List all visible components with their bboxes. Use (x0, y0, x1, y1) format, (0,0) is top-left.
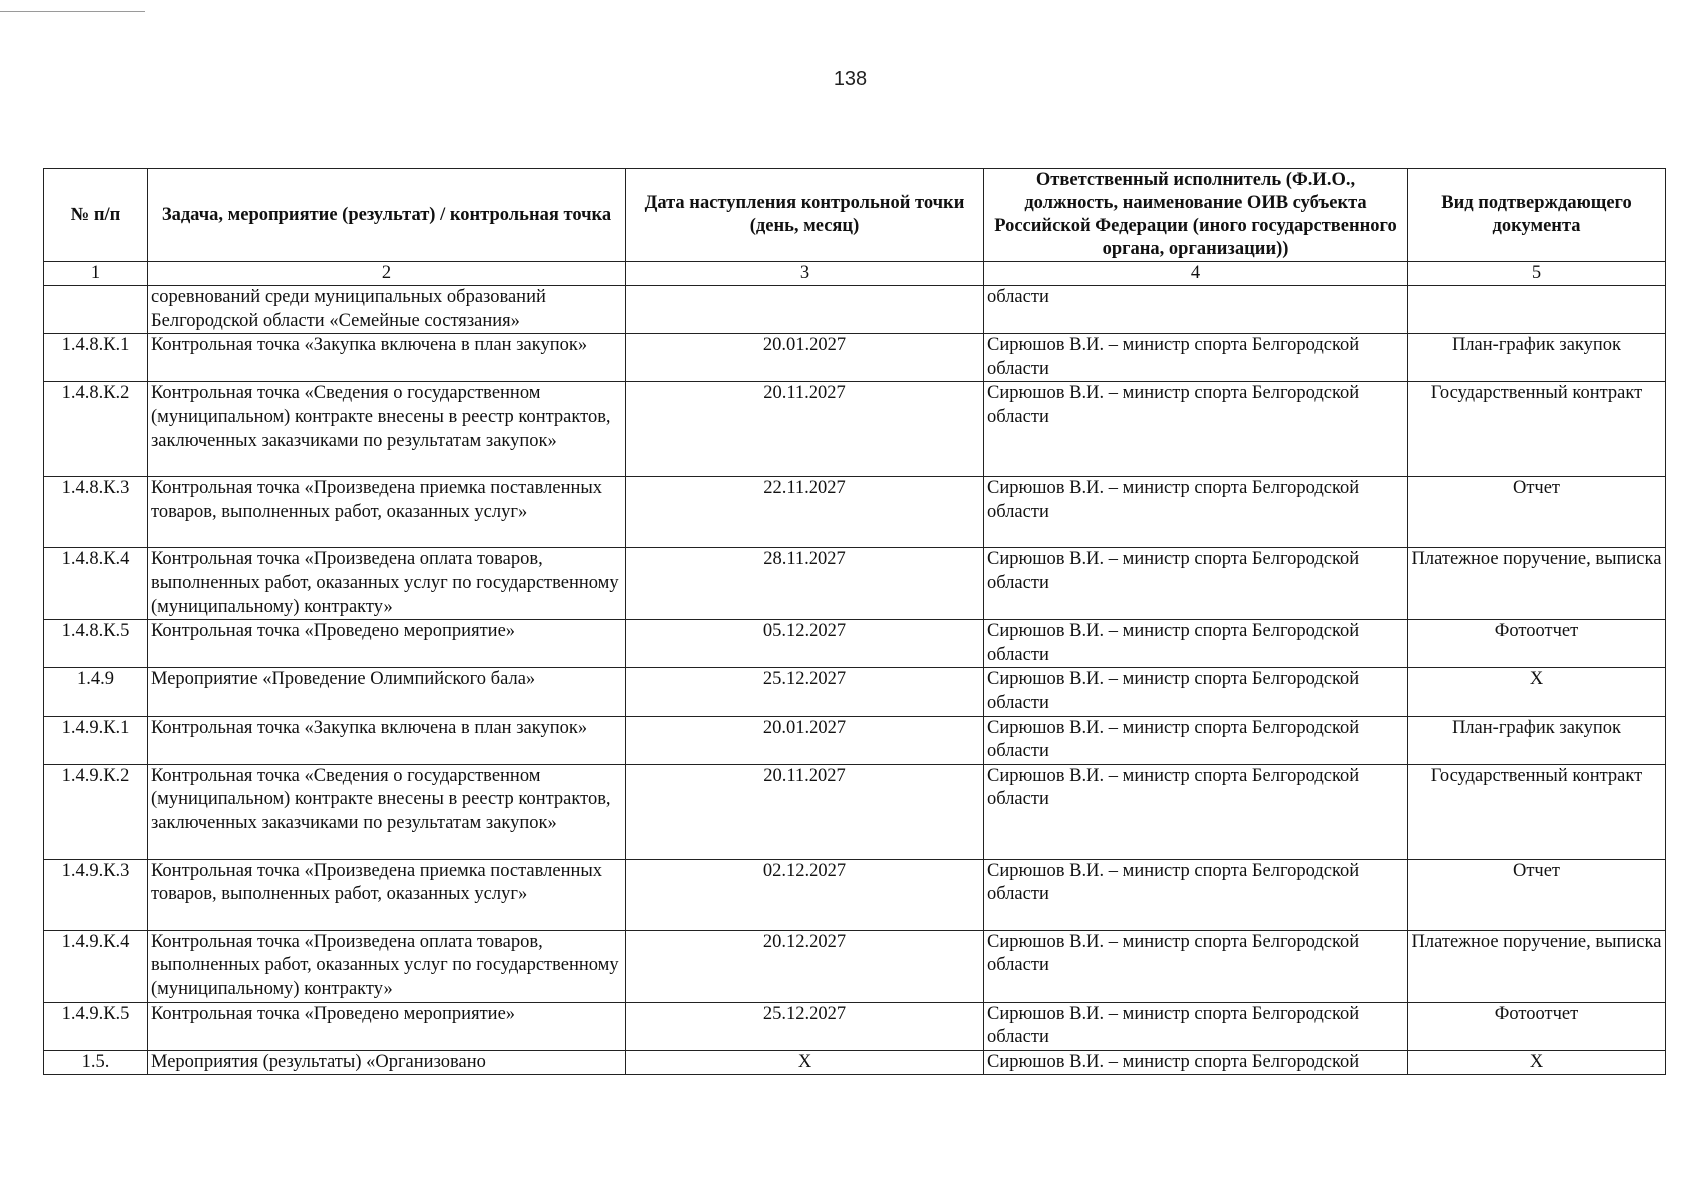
header-responsible: Ответственный исполнитель (Ф.И.О., должность, наименование ОИВ субъекта Российской Федерации (иного государственного органа, организации)) (984, 169, 1408, 262)
row-responsible: Сирюшов В.И. – министр спорта Белгородской области (984, 548, 1408, 620)
row-responsible: Сирюшов В.И. – министр спорта Белгородской области (984, 477, 1408, 548)
table-row (44, 930, 1666, 1002)
header-num: № п/п (44, 169, 148, 262)
row-task: Контрольная точка «Произведена оплата товаров, выполненных работ, оказанных услуг по государственному (муниципальному) контракту» (148, 548, 626, 620)
row-date: 20.12.2027 (626, 930, 984, 1002)
row-document: Государственный контракт (1408, 764, 1666, 859)
row-responsible: Сирюшов В.И. – министр спорта Белгородской области (984, 930, 1408, 1002)
row-task: соревнований среди муниципальных образований Белгородской области «Семейные состязания» (148, 286, 626, 334)
row-responsible: области (984, 286, 1408, 334)
row-task: Контрольная точка «Закупка включена в план закупок» (148, 716, 626, 764)
table-row (44, 668, 1666, 716)
row-document: План-график закупок (1408, 334, 1666, 382)
row-number: 1.4.9.К.2 (44, 764, 148, 859)
row-date: 28.11.2027 (626, 548, 984, 620)
row-number: 1.4.8.К.4 (44, 548, 148, 620)
row-document: План-график закупок (1408, 716, 1666, 764)
row-task: Контрольная точка «Проведено мероприятие» (148, 620, 626, 668)
column-number: 1 (44, 262, 148, 286)
row-responsible: Сирюшов В.И. – министр спорта Белгородской области (984, 1002, 1408, 1050)
row-number (44, 286, 148, 334)
row-document: Платежное поручение, выписка (1408, 930, 1666, 1002)
row-date: 20.01.2027 (626, 334, 984, 382)
row-task: Контрольная точка «Сведения о государственном (муниципальном) контракте внесены в реестр контрактов, заключенных заказчиками по результатам закупок» (148, 382, 626, 477)
table-header-row (44, 169, 1666, 262)
row-number: 1.4.8.К.2 (44, 382, 148, 477)
table-row (44, 286, 1666, 334)
row-task: Контрольная точка «Закупка включена в план закупок» (148, 334, 626, 382)
row-document: Фотоотчет (1408, 1002, 1666, 1050)
scan-artifact-line (0, 11, 145, 12)
row-document (1408, 286, 1666, 334)
row-task: Контрольная точка «Сведения о государственном (муниципальном) контракте внесены в реестр контрактов, заключенных заказчиками по результатам закупок» (148, 764, 626, 859)
table-row (44, 1002, 1666, 1050)
row-responsible: Сирюшов В.И. – министр спорта Белгородской области (984, 382, 1408, 477)
table-row (44, 620, 1666, 668)
row-number: 1.4.8.К.5 (44, 620, 148, 668)
table-row (44, 382, 1666, 477)
row-task: Контрольная точка «Произведена приемка поставленных товаров, выполненных работ, оказанных услуг» (148, 477, 626, 548)
row-document: Х (1408, 1050, 1666, 1075)
row-responsible: Сирюшов В.И. – министр спорта Белгородской области (984, 620, 1408, 668)
column-number-row (44, 262, 1666, 286)
row-number: 1.5. (44, 1050, 148, 1075)
row-task: Мероприятие «Проведение Олимпийского бала» (148, 668, 626, 716)
row-responsible: Сирюшов В.И. – министр спорта Белгородской области (984, 716, 1408, 764)
row-document: Отчет (1408, 477, 1666, 548)
row-responsible: Сирюшов В.И. – министр спорта Белгородской области (984, 764, 1408, 859)
table-row (44, 716, 1666, 764)
row-date: 25.12.2027 (626, 668, 984, 716)
table-row (44, 764, 1666, 859)
row-task: Мероприятия (результаты) «Организовано (148, 1050, 626, 1075)
row-task: Контрольная точка «Произведена оплата товаров, выполненных работ, оказанных услуг по государственному (муниципальному) контракту» (148, 930, 626, 1002)
row-document: Платежное поручение, выписка (1408, 548, 1666, 620)
table-row (44, 1050, 1666, 1075)
column-number: 4 (984, 262, 1408, 286)
row-date: 20.11.2027 (626, 764, 984, 859)
row-date: 20.01.2027 (626, 716, 984, 764)
header-task: Задача, мероприятие (результат) / контрольная точка (148, 169, 626, 262)
row-responsible: Сирюшов В.И. – министр спорта Белгородской (984, 1050, 1408, 1075)
row-date: 05.12.2027 (626, 620, 984, 668)
row-number: 1.4.9 (44, 668, 148, 716)
row-date: 20.11.2027 (626, 382, 984, 477)
row-number: 1.4.9.К.1 (44, 716, 148, 764)
row-responsible: Сирюшов В.И. – министр спорта Белгородской области (984, 859, 1408, 930)
column-number: 3 (626, 262, 984, 286)
table-row (44, 477, 1666, 548)
row-number: 1.4.8.К.3 (44, 477, 148, 548)
column-number: 2 (148, 262, 626, 286)
table-row (44, 334, 1666, 382)
column-number: 5 (1408, 262, 1666, 286)
row-task: Контрольная точка «Произведена приемка поставленных товаров, выполненных работ, оказанных услуг» (148, 859, 626, 930)
row-date (626, 286, 984, 334)
page-number: 138 (833, 68, 868, 90)
control-points-table (43, 168, 1666, 1075)
row-document: Отчет (1408, 859, 1666, 930)
row-number: 1.4.9.К.4 (44, 930, 148, 1002)
row-number: 1.4.9.К.5 (44, 1002, 148, 1050)
row-document: Х (1408, 668, 1666, 716)
row-responsible: Сирюшов В.И. – министр спорта Белгородской области (984, 668, 1408, 716)
header-document: Вид подтверждающего документа (1408, 169, 1666, 262)
row-responsible: Сирюшов В.И. – министр спорта Белгородской области (984, 334, 1408, 382)
row-date: 25.12.2027 (626, 1002, 984, 1050)
table-body (44, 262, 1666, 1075)
row-document: Фотоотчет (1408, 620, 1666, 668)
row-number: 1.4.9.К.3 (44, 859, 148, 930)
header-date: Дата наступления контрольной точки (день, месяц) (626, 169, 984, 262)
row-task: Контрольная точка «Проведено мероприятие» (148, 1002, 626, 1050)
table-row (44, 548, 1666, 620)
row-date: 02.12.2027 (626, 859, 984, 930)
row-number: 1.4.8.К.1 (44, 334, 148, 382)
row-document: Государственный контракт (1408, 382, 1666, 477)
row-date: 22.11.2027 (626, 477, 984, 548)
table-row (44, 859, 1666, 930)
row-date: Х (626, 1050, 984, 1075)
